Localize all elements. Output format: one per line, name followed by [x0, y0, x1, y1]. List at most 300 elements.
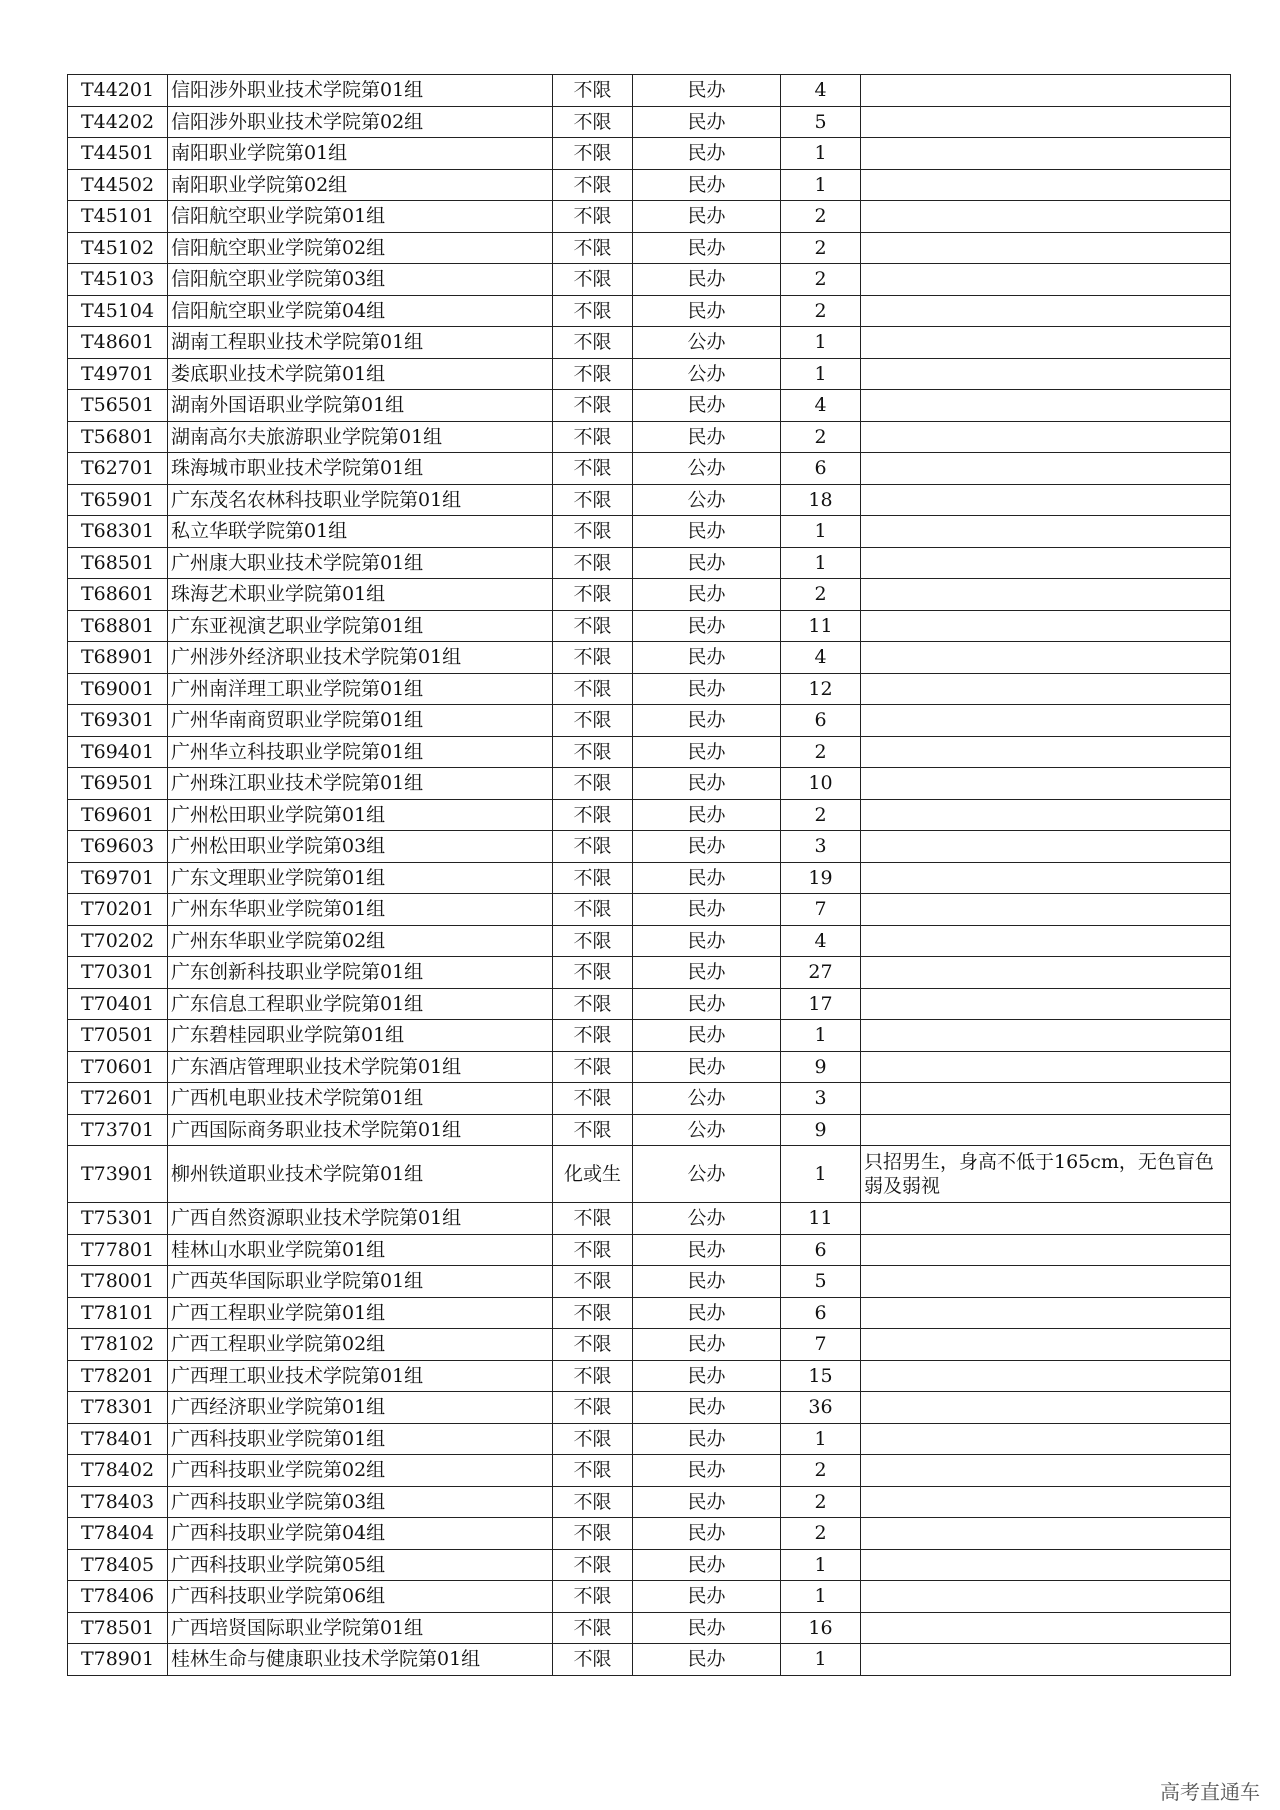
- group-code-cell: T45102: [68, 232, 168, 264]
- group-code-cell: T73901: [68, 1146, 168, 1203]
- plan-count-cell: 7: [781, 1329, 861, 1361]
- subject-requirement-cell: 不限: [553, 673, 633, 705]
- subject-requirement-cell: 不限: [553, 75, 633, 107]
- table-row: [68, 264, 1231, 296]
- remark-cell: [861, 705, 1231, 737]
- school-group-name-cell: 娄底职业技术学院第01组: [168, 358, 553, 390]
- plan-count-cell: 1: [781, 1549, 861, 1581]
- subject-requirement-cell: 不限: [553, 1518, 633, 1550]
- group-code-cell: T69701: [68, 862, 168, 894]
- table-row: [68, 295, 1231, 327]
- remark-cell: [861, 75, 1231, 107]
- group-code-cell: T69603: [68, 831, 168, 863]
- subject-requirement-cell: 不限: [553, 1644, 633, 1676]
- school-type-cell: 民办: [633, 1329, 781, 1361]
- plan-count-cell: 4: [781, 75, 861, 107]
- plan-count-cell: 3: [781, 1083, 861, 1115]
- remark-cell: [861, 1329, 1231, 1361]
- table-row: [68, 75, 1231, 107]
- remark-cell: [861, 894, 1231, 926]
- group-code-cell: T78101: [68, 1297, 168, 1329]
- table-row: [68, 1051, 1231, 1083]
- subject-requirement-cell: 不限: [553, 232, 633, 264]
- plan-count-cell: 4: [781, 642, 861, 674]
- school-group-name-cell: 信阳航空职业学院第01组: [168, 201, 553, 233]
- remark-cell: [861, 1455, 1231, 1487]
- subject-requirement-cell: 不限: [553, 1455, 633, 1487]
- table-row: [68, 1203, 1231, 1235]
- school-group-name-cell: 广州涉外经济职业技术学院第01组: [168, 642, 553, 674]
- plan-count-cell: 6: [781, 1297, 861, 1329]
- table-row: [68, 484, 1231, 516]
- plan-count-cell: 27: [781, 957, 861, 989]
- subject-requirement-cell: 不限: [553, 169, 633, 201]
- subject-requirement-cell: 不限: [553, 1114, 633, 1146]
- table-row: [68, 705, 1231, 737]
- subject-requirement-cell: 不限: [553, 642, 633, 674]
- plan-count-cell: 2: [781, 799, 861, 831]
- school-group-name-cell: 南阳职业学院第01组: [168, 138, 553, 170]
- school-group-name-cell: 信阳航空职业学院第03组: [168, 264, 553, 296]
- table-row: [68, 1234, 1231, 1266]
- school-group-name-cell: 广西机电职业技术学院第01组: [168, 1083, 553, 1115]
- subject-requirement-cell: 不限: [553, 610, 633, 642]
- school-group-name-cell: 广西科技职业学院第04组: [168, 1518, 553, 1550]
- plan-count-cell: 1: [781, 1423, 861, 1455]
- school-group-name-cell: 广西工程职业学院第01组: [168, 1297, 553, 1329]
- remark-cell: [861, 862, 1231, 894]
- remark-cell: [861, 1266, 1231, 1298]
- school-group-name-cell: 广东茂名农林科技职业学院第01组: [168, 484, 553, 516]
- school-group-name-cell: 广州华南商贸职业学院第01组: [168, 705, 553, 737]
- table-row: [68, 579, 1231, 611]
- group-code-cell: T78403: [68, 1486, 168, 1518]
- group-code-cell: T68301: [68, 516, 168, 548]
- school-type-cell: 民办: [633, 1612, 781, 1644]
- group-code-cell: T77801: [68, 1234, 168, 1266]
- plan-count-cell: 6: [781, 705, 861, 737]
- school-type-cell: 公办: [633, 358, 781, 390]
- table-row: [68, 421, 1231, 453]
- school-type-cell: 公办: [633, 327, 781, 359]
- subject-requirement-cell: 不限: [553, 1486, 633, 1518]
- remark-cell: [861, 831, 1231, 863]
- school-group-name-cell: 珠海艺术职业学院第01组: [168, 579, 553, 611]
- group-code-cell: T70301: [68, 957, 168, 989]
- school-type-cell: 民办: [633, 421, 781, 453]
- remark-cell: [861, 1114, 1231, 1146]
- subject-requirement-cell: 不限: [553, 1360, 633, 1392]
- remark-cell: [861, 169, 1231, 201]
- subject-requirement-cell: 不限: [553, 831, 633, 863]
- group-code-cell: T44501: [68, 138, 168, 170]
- school-type-cell: 民办: [633, 201, 781, 233]
- table-row: [68, 673, 1231, 705]
- group-code-cell: T69401: [68, 736, 168, 768]
- group-code-cell: T78901: [68, 1644, 168, 1676]
- school-type-cell: 民办: [633, 75, 781, 107]
- remark-cell: [861, 1423, 1231, 1455]
- school-type-cell: 民办: [633, 1020, 781, 1052]
- group-code-cell: T69001: [68, 673, 168, 705]
- school-type-cell: 民办: [633, 579, 781, 611]
- group-code-cell: T65901: [68, 484, 168, 516]
- subject-requirement-cell: 不限: [553, 705, 633, 737]
- school-type-cell: 民办: [633, 799, 781, 831]
- subject-requirement-cell: 不限: [553, 799, 633, 831]
- subject-requirement-cell: 不限: [553, 547, 633, 579]
- group-code-cell: T70202: [68, 925, 168, 957]
- remark-cell: [861, 547, 1231, 579]
- remark-cell: [861, 1549, 1231, 1581]
- plan-count-cell: 1: [781, 1644, 861, 1676]
- plan-count-cell: 7: [781, 894, 861, 926]
- table-row: [68, 1360, 1231, 1392]
- school-group-name-cell: 广西科技职业学院第05组: [168, 1549, 553, 1581]
- plan-count-cell: 16: [781, 1612, 861, 1644]
- plan-count-cell: 2: [781, 736, 861, 768]
- school-type-cell: 民办: [633, 988, 781, 1020]
- plan-count-cell: 2: [781, 1486, 861, 1518]
- subject-requirement-cell: 不限: [553, 1020, 633, 1052]
- group-code-cell: T73701: [68, 1114, 168, 1146]
- school-type-cell: 民办: [633, 1423, 781, 1455]
- group-code-cell: T72601: [68, 1083, 168, 1115]
- plan-count-cell: 2: [781, 421, 861, 453]
- school-group-name-cell: 信阳航空职业学院第02组: [168, 232, 553, 264]
- plan-count-cell: 1: [781, 327, 861, 359]
- school-type-cell: 公办: [633, 1114, 781, 1146]
- plan-count-cell: 2: [781, 201, 861, 233]
- plan-count-cell: 1: [781, 1020, 861, 1052]
- group-code-cell: T62701: [68, 453, 168, 485]
- group-code-cell: T70601: [68, 1051, 168, 1083]
- remark-cell: [861, 579, 1231, 611]
- school-type-cell: 民办: [633, 862, 781, 894]
- table-row: [68, 925, 1231, 957]
- school-group-name-cell: 广西自然资源职业技术学院第01组: [168, 1203, 553, 1235]
- school-type-cell: 民办: [633, 673, 781, 705]
- school-type-cell: 民办: [633, 1518, 781, 1550]
- school-group-name-cell: 湖南高尔夫旅游职业学院第01组: [168, 421, 553, 453]
- table-row: [68, 201, 1231, 233]
- school-type-cell: 民办: [633, 1266, 781, 1298]
- table-row: [68, 1644, 1231, 1676]
- group-code-cell: T68901: [68, 642, 168, 674]
- school-group-name-cell: 广州松田职业学院第03组: [168, 831, 553, 863]
- school-group-name-cell: 广东创新科技职业学院第01组: [168, 957, 553, 989]
- remark-cell: [861, 1581, 1231, 1613]
- school-type-cell: 公办: [633, 484, 781, 516]
- remark-cell: [861, 1612, 1231, 1644]
- plan-count-cell: 9: [781, 1114, 861, 1146]
- plan-count-cell: 36: [781, 1392, 861, 1424]
- school-type-cell: 民办: [633, 610, 781, 642]
- subject-requirement-cell: 不限: [553, 421, 633, 453]
- table-row: [68, 894, 1231, 926]
- plan-count-cell: 1: [781, 1581, 861, 1613]
- table-row: [68, 1114, 1231, 1146]
- plan-count-cell: 18: [781, 484, 861, 516]
- school-type-cell: 民办: [633, 390, 781, 422]
- subject-requirement-cell: 不限: [553, 295, 633, 327]
- watermark-text: 高考直通车: [1160, 1780, 1260, 1804]
- admission-table-body: [68, 75, 1231, 1676]
- table-row: [68, 1581, 1231, 1613]
- remark-cell: [861, 327, 1231, 359]
- school-type-cell: 民办: [633, 925, 781, 957]
- remark-cell: [861, 201, 1231, 233]
- school-group-name-cell: 广州东华职业学院第02组: [168, 925, 553, 957]
- table-row: [68, 988, 1231, 1020]
- school-type-cell: 民办: [633, 1360, 781, 1392]
- remark-cell: [861, 1644, 1231, 1676]
- school-group-name-cell: 广西理工职业技术学院第01组: [168, 1360, 553, 1392]
- remark-cell: [861, 358, 1231, 390]
- remark-cell: [861, 1518, 1231, 1550]
- table-row: [68, 1518, 1231, 1550]
- school-group-name-cell: 广州华立科技职业学院第01组: [168, 736, 553, 768]
- plan-count-cell: 6: [781, 453, 861, 485]
- group-code-cell: T78401: [68, 1423, 168, 1455]
- school-type-cell: 民办: [633, 516, 781, 548]
- group-code-cell: T78201: [68, 1360, 168, 1392]
- table-row: [68, 138, 1231, 170]
- school-group-name-cell: 广东酒店管理职业技术学院第01组: [168, 1051, 553, 1083]
- subject-requirement-cell: 不限: [553, 1203, 633, 1235]
- table-row: [68, 1549, 1231, 1581]
- school-group-name-cell: 广州东华职业学院第01组: [168, 894, 553, 926]
- school-type-cell: 民办: [633, 705, 781, 737]
- table-row: [68, 390, 1231, 422]
- group-code-cell: T78405: [68, 1549, 168, 1581]
- remark-cell: [861, 264, 1231, 296]
- group-code-cell: T78406: [68, 1581, 168, 1613]
- school-group-name-cell: 湖南工程职业技术学院第01组: [168, 327, 553, 359]
- plan-count-cell: 5: [781, 1266, 861, 1298]
- school-group-name-cell: 广东碧桂园职业学院第01组: [168, 1020, 553, 1052]
- remark-cell: [861, 673, 1231, 705]
- school-type-cell: 民办: [633, 106, 781, 138]
- table-row: [68, 768, 1231, 800]
- plan-count-cell: 6: [781, 1234, 861, 1266]
- school-type-cell: 民办: [633, 1392, 781, 1424]
- school-group-name-cell: 桂林生命与健康职业技术学院第01组: [168, 1644, 553, 1676]
- subject-requirement-cell: 不限: [553, 1051, 633, 1083]
- remark-cell: [861, 1360, 1231, 1392]
- subject-requirement-cell: 不限: [553, 516, 633, 548]
- remark-cell: [861, 1020, 1231, 1052]
- school-type-cell: 民办: [633, 831, 781, 863]
- group-code-cell: T75301: [68, 1203, 168, 1235]
- plan-count-cell: 17: [781, 988, 861, 1020]
- table-row: [68, 957, 1231, 989]
- school-group-name-cell: 南阳职业学院第02组: [168, 169, 553, 201]
- admission-table: [67, 74, 1231, 1676]
- table-row: [68, 169, 1231, 201]
- table-row: [68, 232, 1231, 264]
- school-type-cell: 民办: [633, 264, 781, 296]
- plan-count-cell: 10: [781, 768, 861, 800]
- school-group-name-cell: 广东信息工程职业学院第01组: [168, 988, 553, 1020]
- remark-cell: [861, 138, 1231, 170]
- subject-requirement-cell: 不限: [553, 1329, 633, 1361]
- group-code-cell: T69601: [68, 799, 168, 831]
- group-code-cell: T78301: [68, 1392, 168, 1424]
- remark-cell: [861, 516, 1231, 548]
- school-type-cell: 民办: [633, 1486, 781, 1518]
- table-row: [68, 516, 1231, 548]
- group-code-cell: T69301: [68, 705, 168, 737]
- remark-cell: [861, 957, 1231, 989]
- subject-requirement-cell: 不限: [553, 1297, 633, 1329]
- remark-cell: [861, 106, 1231, 138]
- group-code-cell: T78402: [68, 1455, 168, 1487]
- school-type-cell: 民办: [633, 1297, 781, 1329]
- school-group-name-cell: 珠海城市职业技术学院第01组: [168, 453, 553, 485]
- subject-requirement-cell: 不限: [553, 1392, 633, 1424]
- school-group-name-cell: 广州松田职业学院第01组: [168, 799, 553, 831]
- school-group-name-cell: 广西科技职业学院第01组: [168, 1423, 553, 1455]
- subject-requirement-cell: 不限: [553, 1612, 633, 1644]
- group-code-cell: T44202: [68, 106, 168, 138]
- table-row: [68, 799, 1231, 831]
- plan-count-cell: 4: [781, 925, 861, 957]
- table-row: [68, 547, 1231, 579]
- subject-requirement-cell: 不限: [553, 736, 633, 768]
- remark-cell: [861, 925, 1231, 957]
- table-row: [68, 610, 1231, 642]
- group-code-cell: T68501: [68, 547, 168, 579]
- school-group-name-cell: 广西英华国际职业学院第01组: [168, 1266, 553, 1298]
- school-group-name-cell: 广西经济职业学院第01组: [168, 1392, 553, 1424]
- remark-cell: [861, 1234, 1231, 1266]
- group-code-cell: T45103: [68, 264, 168, 296]
- plan-count-cell: 2: [781, 1518, 861, 1550]
- group-code-cell: T78501: [68, 1612, 168, 1644]
- subject-requirement-cell: 不限: [553, 925, 633, 957]
- school-type-cell: 民办: [633, 736, 781, 768]
- subject-requirement-cell: 不限: [553, 358, 633, 390]
- school-group-name-cell: 信阳航空职业学院第04组: [168, 295, 553, 327]
- group-code-cell: T78404: [68, 1518, 168, 1550]
- subject-requirement-cell: 不限: [553, 1423, 633, 1455]
- school-group-name-cell: 信阳涉外职业技术学院第01组: [168, 75, 553, 107]
- remark-cell: [861, 1297, 1231, 1329]
- subject-requirement-cell: 不限: [553, 1234, 633, 1266]
- subject-requirement-cell: 不限: [553, 201, 633, 233]
- subject-requirement-cell: 不限: [553, 988, 633, 1020]
- school-group-name-cell: 广西科技职业学院第03组: [168, 1486, 553, 1518]
- table-row: [68, 831, 1231, 863]
- remark-cell: [861, 736, 1231, 768]
- group-code-cell: T70201: [68, 894, 168, 926]
- school-type-cell: 公办: [633, 1083, 781, 1115]
- plan-count-cell: 1: [781, 169, 861, 201]
- plan-count-cell: 12: [781, 673, 861, 705]
- group-code-cell: T44502: [68, 169, 168, 201]
- group-code-cell: T45104: [68, 295, 168, 327]
- school-type-cell: 民办: [633, 138, 781, 170]
- school-type-cell: 民办: [633, 957, 781, 989]
- school-group-name-cell: 桂林山水职业学院第01组: [168, 1234, 553, 1266]
- subject-requirement-cell: 不限: [553, 327, 633, 359]
- plan-count-cell: 2: [781, 579, 861, 611]
- table-row: [68, 453, 1231, 485]
- plan-count-cell: 4: [781, 390, 861, 422]
- school-type-cell: 公办: [633, 1146, 781, 1203]
- group-code-cell: T78102: [68, 1329, 168, 1361]
- school-type-cell: 民办: [633, 1549, 781, 1581]
- group-code-cell: T44201: [68, 75, 168, 107]
- table-row: [68, 1297, 1231, 1329]
- school-type-cell: 民办: [633, 232, 781, 264]
- plan-count-cell: 5: [781, 106, 861, 138]
- table-row: [68, 106, 1231, 138]
- subject-requirement-cell: 不限: [553, 453, 633, 485]
- group-code-cell: T70501: [68, 1020, 168, 1052]
- subject-requirement-cell: 不限: [553, 484, 633, 516]
- group-code-cell: T48601: [68, 327, 168, 359]
- plan-count-cell: 1: [781, 358, 861, 390]
- school-type-cell: 公办: [633, 453, 781, 485]
- subject-requirement-cell: 不限: [553, 579, 633, 611]
- group-code-cell: T56501: [68, 390, 168, 422]
- subject-requirement-cell: 不限: [553, 1083, 633, 1115]
- group-code-cell: T45101: [68, 201, 168, 233]
- group-code-cell: T68801: [68, 610, 168, 642]
- table-row: [68, 1612, 1231, 1644]
- remark-cell: [861, 642, 1231, 674]
- table-row: [68, 327, 1231, 359]
- plan-count-cell: 3: [781, 831, 861, 863]
- school-group-name-cell: 广西国际商务职业技术学院第01组: [168, 1114, 553, 1146]
- school-type-cell: 公办: [633, 1203, 781, 1235]
- school-type-cell: 民办: [633, 295, 781, 327]
- table-row: [68, 1392, 1231, 1424]
- group-code-cell: T69501: [68, 768, 168, 800]
- school-type-cell: 民办: [633, 1051, 781, 1083]
- school-group-name-cell: 广西工程职业学院第02组: [168, 1329, 553, 1361]
- table-row: [68, 642, 1231, 674]
- remark-cell: [861, 421, 1231, 453]
- plan-count-cell: 1: [781, 547, 861, 579]
- school-type-cell: 民办: [633, 1644, 781, 1676]
- table-row: [68, 1266, 1231, 1298]
- remark-cell: [861, 799, 1231, 831]
- school-group-name-cell: 信阳涉外职业技术学院第02组: [168, 106, 553, 138]
- school-type-cell: 民办: [633, 1581, 781, 1613]
- table-row: [68, 358, 1231, 390]
- remark-cell: [861, 484, 1231, 516]
- subject-requirement-cell: 不限: [553, 894, 633, 926]
- remark-cell: [861, 768, 1231, 800]
- plan-count-cell: 2: [781, 1455, 861, 1487]
- group-code-cell: T68601: [68, 579, 168, 611]
- plan-count-cell: 15: [781, 1360, 861, 1392]
- table-row: [68, 1329, 1231, 1361]
- school-type-cell: 民办: [633, 894, 781, 926]
- group-code-cell: T70401: [68, 988, 168, 1020]
- table-row: [68, 862, 1231, 894]
- table-row: [68, 1455, 1231, 1487]
- plan-count-cell: 11: [781, 610, 861, 642]
- remark-cell: 只招男生，身高不低于165cm，无色盲色弱及弱视: [861, 1146, 1231, 1203]
- remark-cell: [861, 610, 1231, 642]
- table-row: [68, 1146, 1231, 1203]
- plan-count-cell: 2: [781, 295, 861, 327]
- table-row: [68, 1423, 1231, 1455]
